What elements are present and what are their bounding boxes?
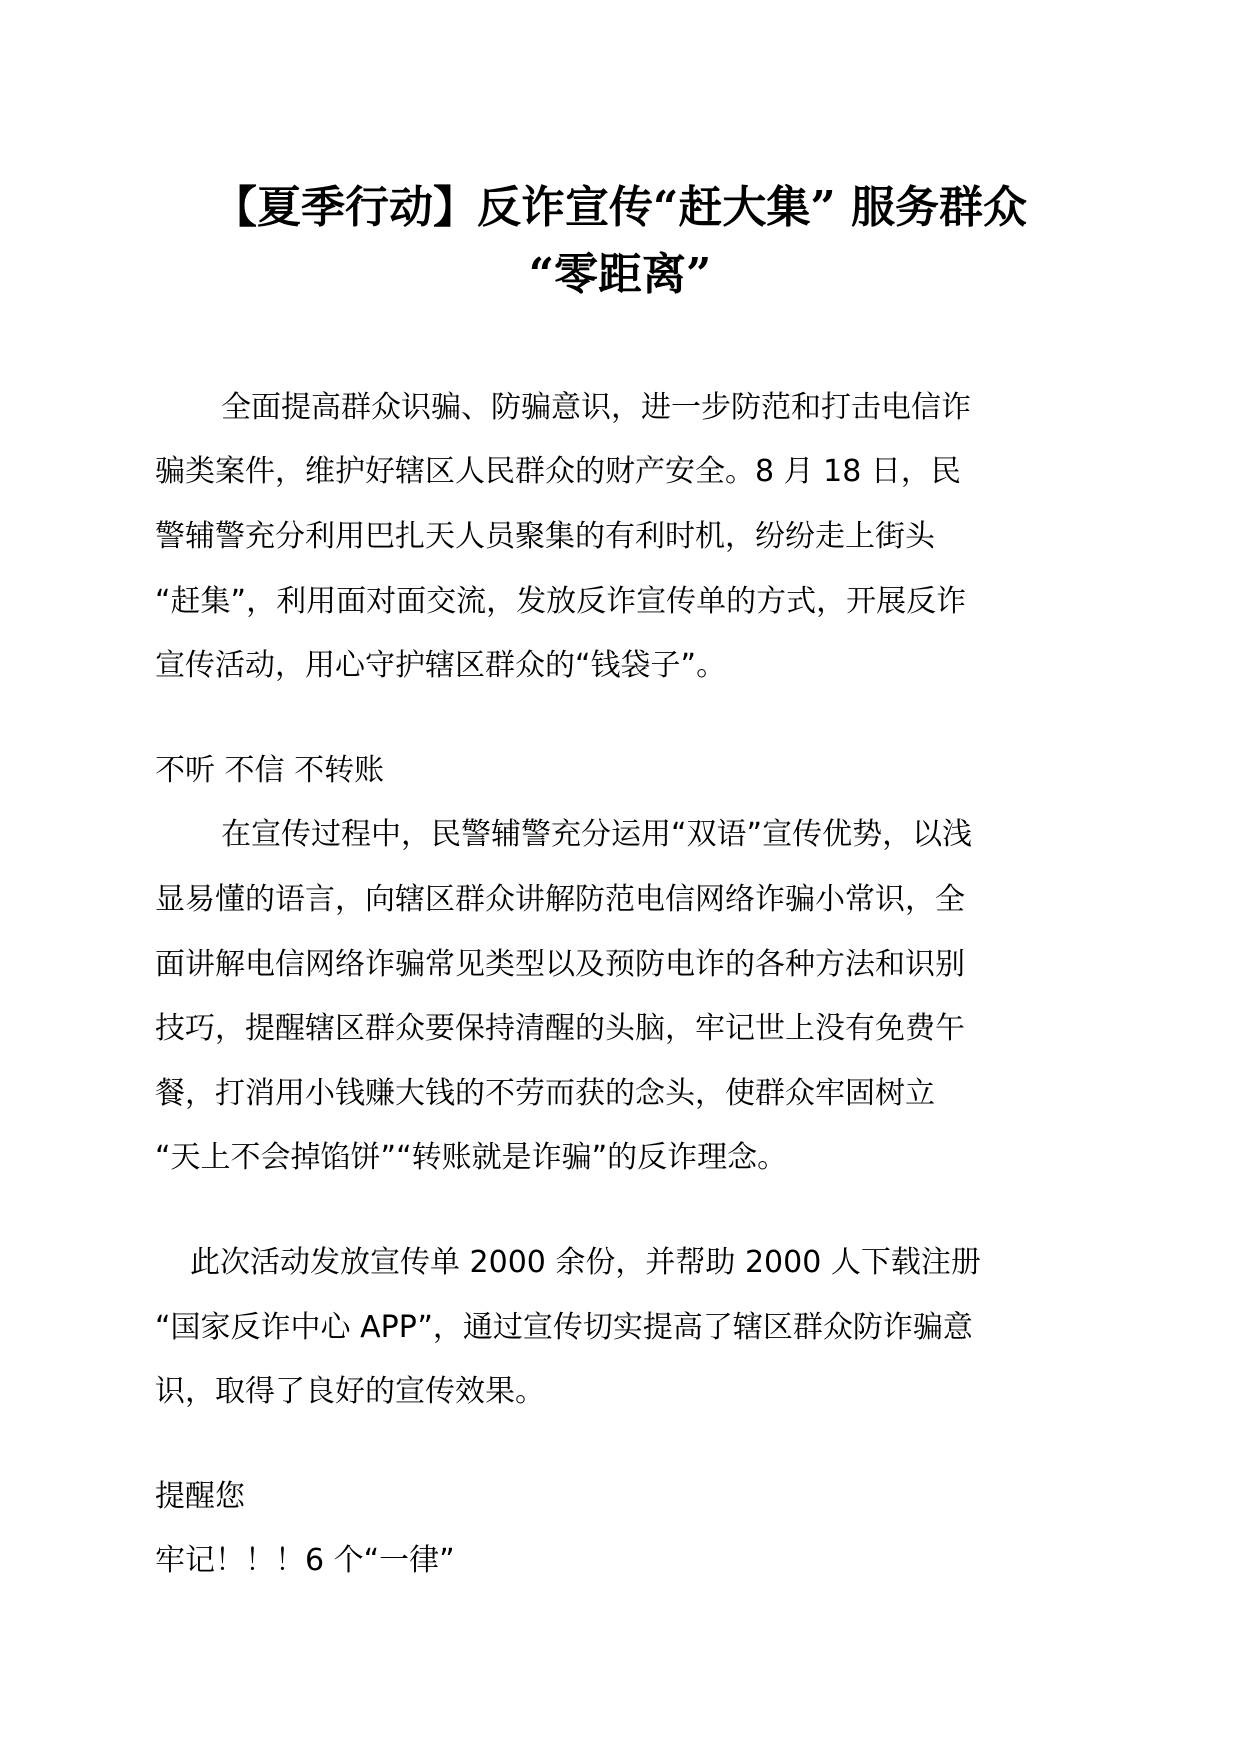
paragraph-1-line-3: 警辅警充分利用巴扎天人员聚集的有利时机，纷纷走上街头 <box>155 519 935 554</box>
reminder-six-rules: 牢记！！！6 个“一律” <box>155 1543 455 1578</box>
paragraph-2-line-6: “天上不会掉馅饼”“转账就是诈骗”的反诈理念。 <box>155 1140 788 1175</box>
paragraph-2-line-1: 在宣传过程中，民警辅警充分运用“双语”宣传优势，以浅 <box>221 817 973 852</box>
paragraph-1-line-5: 宣传活动，用心守护辖区群众的“钱袋子”。 <box>155 648 727 683</box>
paragraph-3-line-3: 识，取得了良好的宣传效果。 <box>155 1374 545 1409</box>
document-title-line-1: 【夏季行动】反诈宣传“赶大集” 服务群众 <box>213 182 1027 233</box>
subheading-no-transfer: 不听 不信 不转账 <box>155 753 385 788</box>
paragraph-2-line-5: 餐，打消用小钱赚大钱的不劳而获的念头，使群众牢固树立 <box>155 1076 935 1111</box>
paragraph-3-line-1: 此次活动发放宣传单 2000 余份，并帮助 2000 人下载注册 <box>190 1245 981 1280</box>
reminder-heading: 提醒您 <box>155 1479 245 1514</box>
paragraph-1-line-2: 骗类案件，维护好辖区人民群众的财产安全。8 月 18 日，民 <box>155 454 961 489</box>
paragraph-1-line-1: 全面提高群众识骗、防骗意识，进一步防范和打击电信诈 <box>221 390 971 425</box>
paragraph-2-line-4: 技巧，提醒辖区群众要保持清醒的头脑，牢记世上没有免费午 <box>155 1011 965 1046</box>
paragraph-2-line-3: 面讲解电信网络诈骗常见类型以及预防电诈的各种方法和识别 <box>155 947 965 982</box>
paragraph-1-line-4: “赶集”，利用面对面交流，发放反诈宣传单的方式，开展反诈 <box>155 584 967 619</box>
paragraph-2-line-2: 显易懂的语言，向辖区群众讲解防范电信网络诈骗小常识，全 <box>155 882 965 917</box>
paragraph-3-line-2: “国家反诈中心 APP”，通过宣传切实提高了辖区群众防诈骗意 <box>155 1310 973 1345</box>
document-title-line-2: “零距离” <box>528 249 712 300</box>
